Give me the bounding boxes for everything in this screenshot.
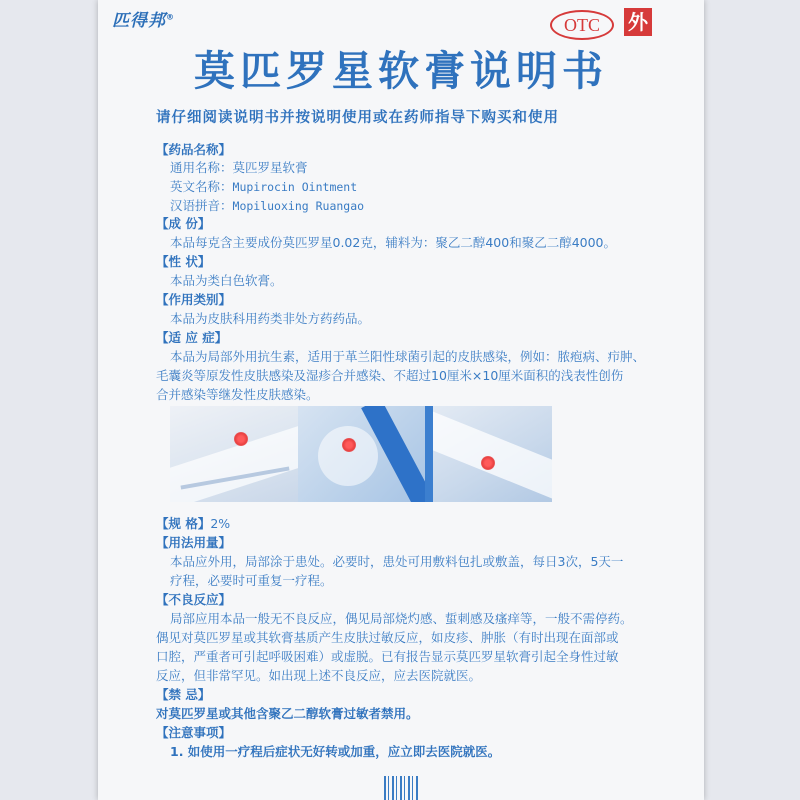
ointment-dot xyxy=(481,456,495,470)
section-heading-character: 【性 状】 xyxy=(156,254,211,269)
indications-line: 毛囊炎等原发性皮肤感染及湿疹合并感染、不超过10厘米×10厘米面积的浅表性创伤 xyxy=(156,368,624,383)
section-heading-strength: 【规 格】2% xyxy=(156,516,231,531)
english-name: 英文名称：Mupirocin Ointment xyxy=(170,179,358,194)
section-heading-drug-name: 【药品名称】 xyxy=(156,142,232,157)
adverse-line: 偶见对莫匹罗星或其软膏基质产生皮肤过敏反应，如皮疹、肿胀（有时出现在面部或 xyxy=(156,630,619,645)
usage-line: 疗程，必要时可重复一疗程。 xyxy=(170,573,333,588)
leaflet-page xyxy=(98,0,704,800)
page-title: 莫匹罗星软膏说明书 xyxy=(194,47,608,95)
category-text: 本品为皮肤科用药类非处方药药品。 xyxy=(170,311,371,326)
strength-value: 2% xyxy=(210,516,231,531)
adverse-line: 反应，但非常罕见。如出现上述不良反应，应去医院就医。 xyxy=(156,668,482,683)
character-text: 本品为类白色软膏。 xyxy=(170,273,283,288)
application-photos xyxy=(170,406,552,502)
skin-photo xyxy=(425,406,552,502)
otc-badge: OTC xyxy=(550,10,614,40)
skin-photo xyxy=(298,406,425,502)
generic-name: 通用名称：莫匹罗星软膏 xyxy=(170,160,308,175)
section-heading-precautions: 【注意事项】 xyxy=(156,725,232,740)
external-use-badge: 外 xyxy=(624,8,652,36)
ointment-dot xyxy=(234,432,248,446)
section-heading-adverse: 【不良反应】 xyxy=(156,592,232,607)
pinyin-name: 汉语拼音：Mopiluoxing Ruangao xyxy=(170,198,365,213)
indications-line: 合并感染等继发性皮肤感染。 xyxy=(156,387,319,402)
section-heading-category: 【作用类别】 xyxy=(156,292,232,307)
adverse-line: 局部应用本品一般无不良反应，偶见局部烧灼感、蜇刺感及瘙痒等，一般不需停药。 xyxy=(170,611,633,626)
ointment-dot xyxy=(342,438,356,452)
barcode xyxy=(384,776,418,800)
section-heading-indications: 【适 应 症】 xyxy=(156,330,228,345)
precaution-item: 1. 如使用一疗程后症状无好转或加重，应立即去医院就医。 xyxy=(170,744,501,759)
usage-line: 本品应外用，局部涂于患处。必要时，患处可用敷料包扎或敷盖，每日3次，5天一 xyxy=(170,554,624,569)
section-heading-composition: 【成 份】 xyxy=(156,216,211,231)
composition-text: 本品每克含主要成份莫匹罗星0.02克，辅料为：聚乙二醇400和聚乙二醇4000。 xyxy=(170,235,617,250)
page-subtitle: 请仔细阅读说明书并按说明使用或在药师指导下购买和使用 xyxy=(156,110,559,126)
skin-photo xyxy=(170,406,298,502)
indications-line: 本品为局部外用抗生素，适用于革兰阳性球菌引起的皮肤感染，例如：脓疱病、疖肿、 xyxy=(170,349,646,364)
section-heading-usage: 【用法用量】 xyxy=(156,535,232,550)
adverse-line: 口腔，严重者可引起呼吸困难）或虚脱。已有报告显示莫匹罗星软膏引起全身性过敏 xyxy=(156,649,619,664)
brand-logo: 匹得邦® xyxy=(112,11,175,31)
section-heading-contraindications: 【禁 忌】 xyxy=(156,687,211,702)
contraindications-text: 对莫匹罗星或其他含聚乙二醇软膏过敏者禁用。 xyxy=(156,706,419,721)
